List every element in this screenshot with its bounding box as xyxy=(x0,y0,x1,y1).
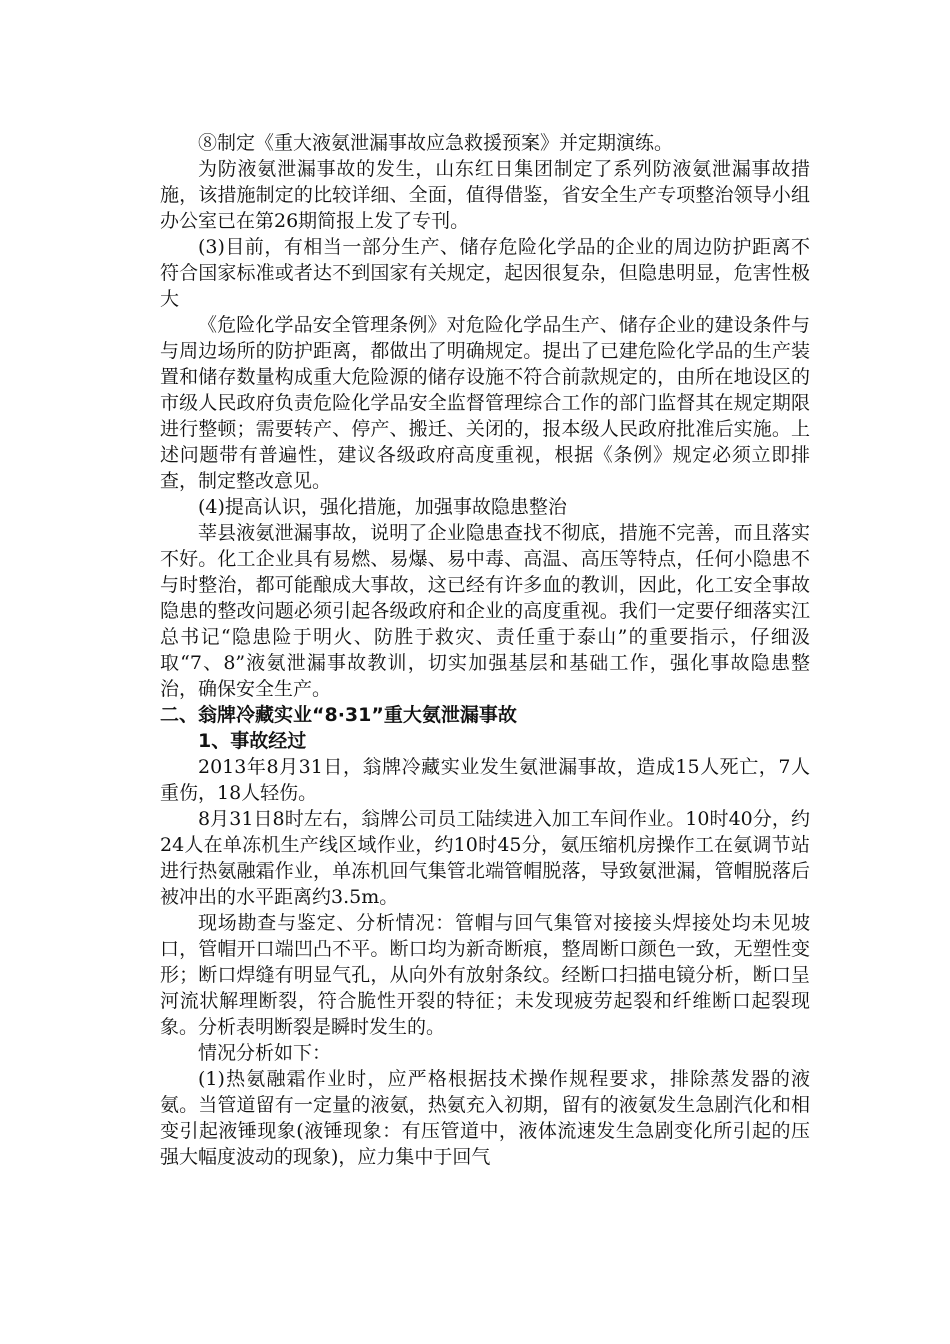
paragraph: ⑧制定《重大液氨泄漏事故应急救援预案》并定期演练。 xyxy=(198,132,674,154)
paragraph: (1)热氨融霜作业时，应严格根据技术操作规程要求，排除蒸发器的液氨。当管道留有一定量的液氨，热氨充入初期，留有的液氨发生急剧汽化和相变引起液锤现象(液锤现象：有压管道中，液体流速发生急剧变化所引起的压强大幅度波动的现象)，应力集中于回气 xyxy=(160,1068,810,1168)
paragraph: 《危险化学品安全管理条例》对危险化学品生产、储存企业的建设条件与与周边场所的防护距离，都做出了明确规定。提出了已建危险化学品的生产装置和储存数量构成重大危险源的储存设施不符合前款规定的，由所在地设区的市级人民政府负责危险化学品安全监督管理综合工作的部门监督其在规定期限进行整顿；需要转产、停产、搬迁、关闭的，报本级人民政府批准后实施。上述问题带有普遍性，建议各级政府高度重视，根据《条例》规定必须立即排查，制定整改意见。 xyxy=(160,314,810,492)
paragraph: 情况分析如下： xyxy=(198,1042,332,1064)
section-heading: 二、翁牌冷藏实业“8·31”重大氨泄漏事故 xyxy=(160,704,517,726)
paragraph: 为防液氨泄漏事故的发生，山东红日集团制定了系列防液氨泄漏事故措施，该措施制定的比较详细、全面，值得借鉴，省安全生产专项整治领导小组办公室已在第26期简报上发了专刊。 xyxy=(160,158,810,232)
paragraph: (3)目前，有相当一部分生产、储存危险化学品的企业的周边防护距离不符合国家标准或者达不到国家有关规定，起因很复杂，但隐患明显，危害性极大 xyxy=(160,236,810,310)
paragraph: (4)提高认识，强化措施，加强事故隐患整治 xyxy=(198,496,567,518)
subsection-heading: 1、事故经过 xyxy=(198,730,307,752)
document-page xyxy=(160,130,810,1170)
paragraph: 现场勘查与鉴定、分析情况：管帽与回气集管对接接头焊接处均未见坡口，管帽开口端凹凸不平。断口均为新奇断痕，整周断口颜色一致，无塑性变形；断口焊缝有明显气孔，从向外有放射条纹。经断口扫描电镜分析，断口呈河流状解理断裂，符合脆性开裂的特征；未发现疲劳起裂和纤维断口起裂现象。分析表明断裂是瞬时发生的。 xyxy=(160,912,810,1038)
paragraph: 8月31日8时左右，翁牌公司员工陆续进入加工车间作业。10时40分，约24人在单冻机生产线区域作业，约10时45分，氨压缩机房操作工在氨调节站进行热氨融霜作业，单冻机回气集管北端管帽脱落，导致氨泄漏，管帽脱落后被冲出的水平距离约3.5m。 xyxy=(160,808,810,908)
paragraph: 莘县液氨泄漏事故，说明了企业隐患查找不彻底，措施不完善，而且落实不好。化工企业具有易燃、易爆、易中毒、高温、高压等特点，任何小隐患不与时整治，都可能酿成大事故，这已经有许多血的教训，因此，化工安全事故隐患的整改问题必须引起各级政府和企业的高度重视。我们一定要仔细落实江总书记“隐患险于明火、防胜于救灾、责任重于泰山”的重要指示，仔细汲取“7、8”液氨泄漏事故教训，切实加强基层和基础工作，强化事故隐患整治，确保安全生产。 xyxy=(160,522,810,700)
paragraph: 2013年8月31日，翁牌冷藏实业发生氨泄漏事故，造成15人死亡，7人重伤，18人轻伤。 xyxy=(160,756,810,804)
